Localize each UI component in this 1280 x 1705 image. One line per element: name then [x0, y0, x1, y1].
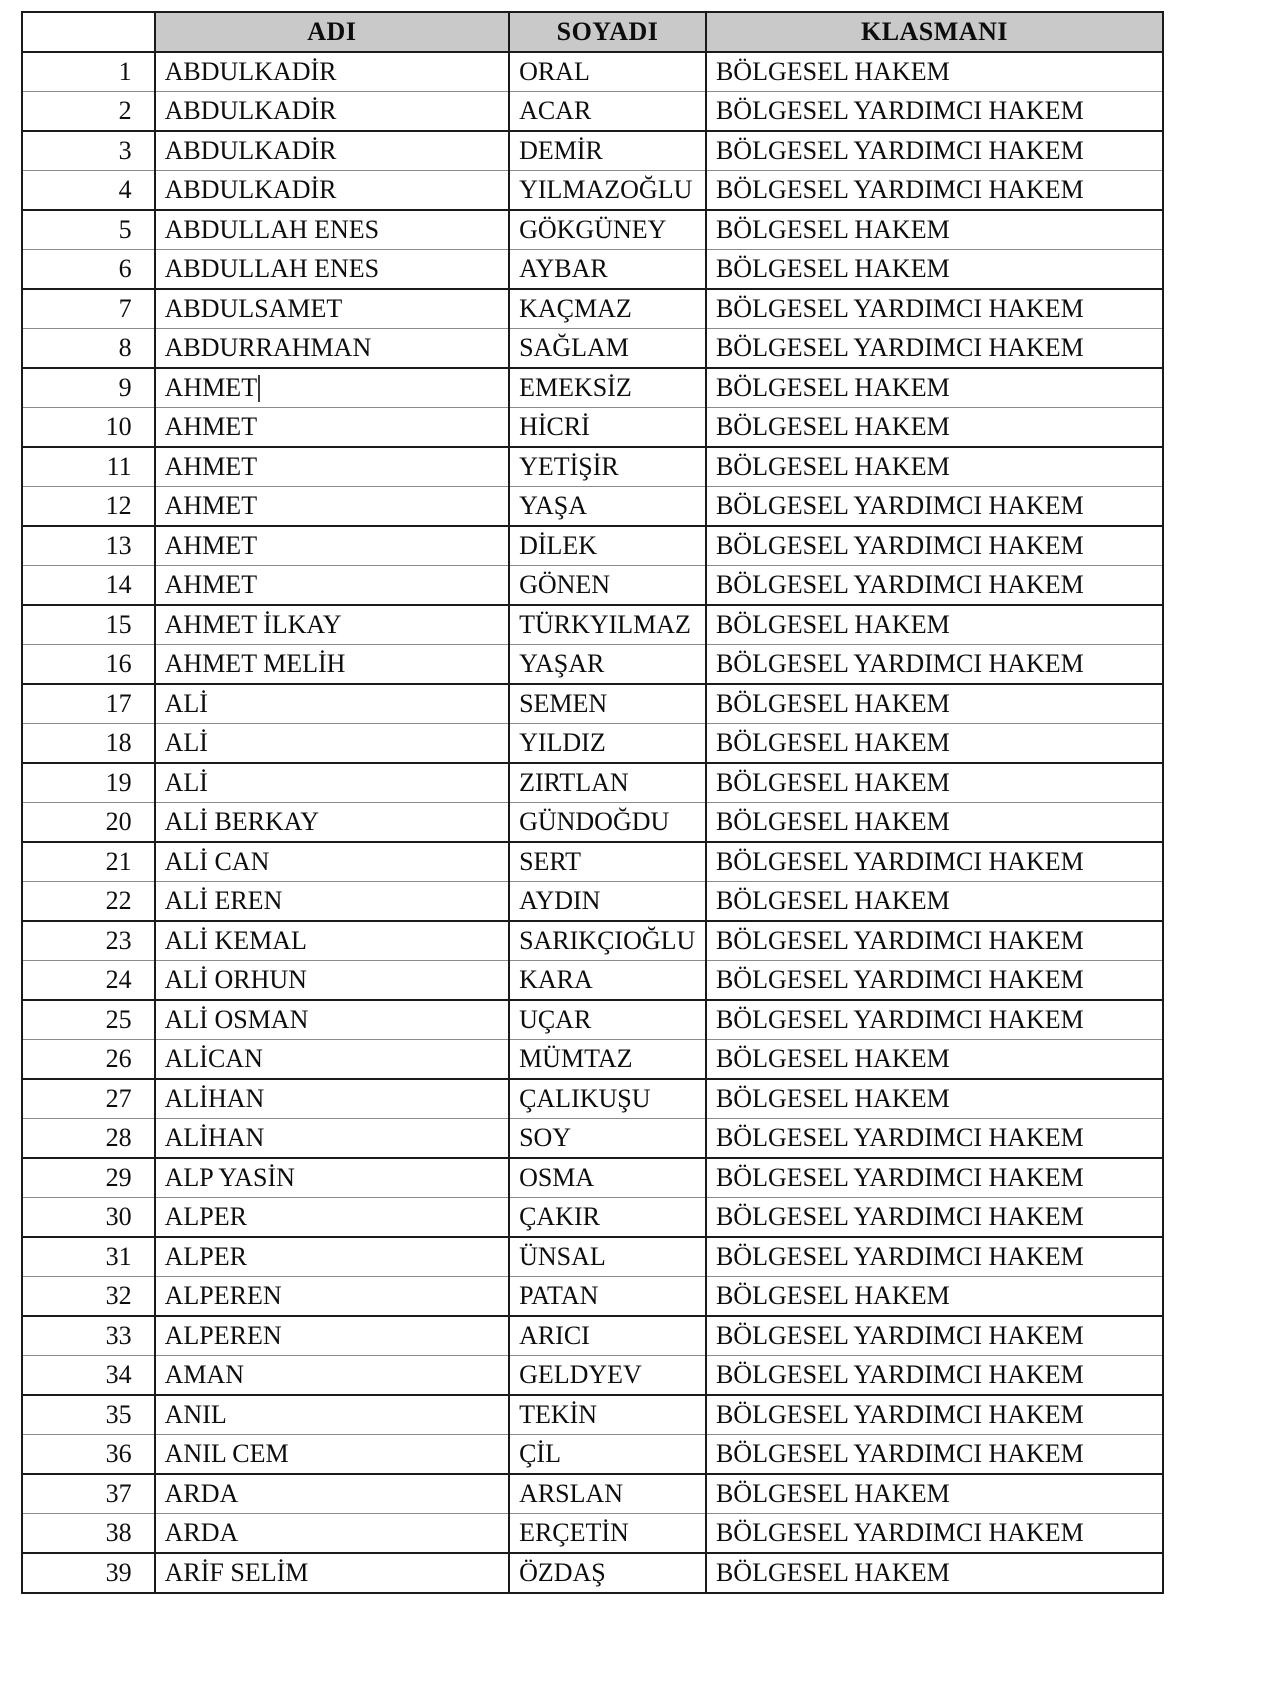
cell-classification[interactable]: BÖLGESEL YARDIMCI HAKEM — [706, 1198, 1163, 1238]
row-number: 11 — [22, 447, 155, 487]
cell-classification[interactable]: BÖLGESEL HAKEM — [706, 803, 1163, 843]
cell-last-name[interactable]: GÖKGÜNEY — [509, 210, 706, 250]
row-number: 2 — [22, 92, 155, 132]
cell-classification[interactable]: BÖLGESEL HAKEM — [706, 724, 1163, 764]
first-name-text: ANIL CEM — [164, 1439, 289, 1468]
cell-first-name[interactable] — [155, 131, 509, 171]
first-name-text: ABDULKADİR — [164, 57, 337, 86]
cell-first-name[interactable] — [155, 882, 509, 922]
table-row[interactable] — [22, 1040, 1163, 1080]
cell-first-name[interactable] — [155, 1119, 509, 1159]
cell-classification[interactable]: BÖLGESEL HAKEM — [706, 250, 1163, 290]
row-number: 28 — [22, 1119, 155, 1159]
cell-classification[interactable]: BÖLGESEL HAKEM — [706, 763, 1163, 803]
first-name-text: ANIL — [164, 1400, 227, 1429]
table-row[interactable] — [22, 1237, 1163, 1277]
cell-last-name[interactable]: AYDIN — [509, 882, 706, 922]
first-name-text: ALİ KEMAL — [164, 926, 307, 955]
cell-last-name[interactable]: ACAR — [509, 92, 706, 132]
table-row[interactable] — [22, 842, 1163, 882]
cell-first-name[interactable] — [155, 842, 509, 882]
table-row[interactable] — [22, 1395, 1163, 1435]
table-row[interactable] — [22, 1277, 1163, 1317]
cell-first-name[interactable] — [155, 1553, 509, 1593]
row-number: 37 — [22, 1474, 155, 1514]
row-number: 35 — [22, 1395, 155, 1435]
first-name-text: ABDULKADİR — [164, 136, 337, 165]
table-row[interactable] — [22, 605, 1163, 645]
cell-classification[interactable]: BÖLGESEL HAKEM — [706, 52, 1163, 92]
cell-classification[interactable]: BÖLGESEL YARDIMCI HAKEM — [706, 645, 1163, 685]
cell-classification[interactable]: BÖLGESEL YARDIMCI HAKEM — [706, 526, 1163, 566]
table-row[interactable] — [22, 52, 1163, 92]
first-name-text: ABDULSAMET — [164, 294, 343, 323]
table-body — [22, 52, 1163, 1593]
cell-classification[interactable]: BÖLGESEL HAKEM — [706, 1079, 1163, 1119]
first-name-text: ABDULKADİR — [164, 96, 337, 125]
cell-last-name[interactable]: TÜRKYILMAZ — [509, 605, 706, 645]
first-name-text: ARDA — [164, 1479, 239, 1508]
table-row[interactable] — [22, 250, 1163, 290]
first-name-text: ALİHAN — [164, 1123, 265, 1152]
cell-classification[interactable]: BÖLGESEL HAKEM — [706, 1474, 1163, 1514]
cell-first-name[interactable] — [155, 1040, 509, 1080]
cell-classification[interactable]: BÖLGESEL YARDIMCI HAKEM — [706, 1237, 1163, 1277]
cell-last-name[interactable]: YETİŞİR — [509, 447, 706, 487]
first-name-text: AHMET MELİH — [164, 649, 346, 678]
first-name-text: ALİCAN — [164, 1044, 263, 1073]
first-name-text: AMAN — [164, 1360, 245, 1389]
cell-classification[interactable]: BÖLGESEL HAKEM — [706, 1277, 1163, 1317]
cell-last-name[interactable]: ARICI — [509, 1316, 706, 1356]
row-number: 33 — [22, 1316, 155, 1356]
cell-last-name[interactable]: ZIRTLAN — [509, 763, 706, 803]
cell-classification[interactable]: BÖLGESEL HAKEM — [706, 447, 1163, 487]
table-row[interactable] — [22, 882, 1163, 922]
cell-last-name[interactable]: ERÇETİN — [509, 1514, 706, 1554]
cell-classification[interactable]: BÖLGESEL HAKEM — [706, 368, 1163, 408]
cell-classification[interactable]: BÖLGESEL HAKEM — [706, 1553, 1163, 1593]
cell-first-name[interactable] — [155, 1198, 509, 1238]
table-header — [22, 12, 1163, 52]
cell-classification[interactable]: BÖLGESEL YARDIMCI HAKEM — [706, 1119, 1163, 1159]
row-number: 14 — [22, 566, 155, 606]
cell-first-name[interactable] — [155, 250, 509, 290]
cell-last-name[interactable]: ARSLAN — [509, 1474, 706, 1514]
first-name-text: ALİ OSMAN — [164, 1005, 309, 1034]
row-number: 23 — [22, 921, 155, 961]
table-row[interactable] — [22, 961, 1163, 1001]
cell-classification[interactable]: BÖLGESEL YARDIMCI HAKEM — [706, 1395, 1163, 1435]
first-name-text: ALİ — [164, 689, 208, 718]
cell-last-name[interactable]: SEMEN — [509, 684, 706, 724]
row-number: 24 — [22, 961, 155, 1001]
table-row[interactable] — [22, 645, 1163, 685]
cell-first-name[interactable] — [155, 566, 509, 606]
column-header-soyadi: SOYADI — [509, 12, 706, 52]
table-row[interactable] — [22, 566, 1163, 606]
first-name-text: ALİ EREN — [164, 886, 283, 915]
cell-first-name[interactable] — [155, 408, 509, 448]
cell-classification[interactable]: BÖLGESEL YARDIMCI HAKEM — [706, 961, 1163, 1001]
cell-first-name[interactable] — [155, 724, 509, 764]
cell-classification[interactable]: BÖLGESEL HAKEM — [706, 408, 1163, 448]
table-header-row — [22, 12, 1163, 52]
cell-last-name[interactable]: ÇAKIR — [509, 1198, 706, 1238]
row-number: 6 — [22, 250, 155, 290]
first-name-text: ABDULKADİR — [164, 175, 337, 204]
cell-first-name[interactable] — [155, 1395, 509, 1435]
first-name-text: ALİ ORHUN — [164, 965, 307, 994]
row-number: 12 — [22, 487, 155, 527]
cell-last-name[interactable]: GÖNEN — [509, 566, 706, 606]
cell-first-name[interactable] — [155, 92, 509, 132]
cell-first-name[interactable] — [155, 803, 509, 843]
column-header-no — [22, 12, 155, 52]
row-number: 30 — [22, 1198, 155, 1238]
cell-last-name[interactable]: YAŞA — [509, 487, 706, 527]
referee-list-table — [21, 11, 1164, 1594]
cell-last-name[interactable]: KARA — [509, 961, 706, 1001]
row-number: 36 — [22, 1435, 155, 1475]
row-number: 18 — [22, 724, 155, 764]
first-name-text: ARİF SELİM — [164, 1558, 309, 1587]
row-number: 39 — [22, 1553, 155, 1593]
row-number: 3 — [22, 131, 155, 171]
cell-classification[interactable]: BÖLGESEL YARDIMCI HAKEM — [706, 131, 1163, 171]
table-row[interactable] — [22, 487, 1163, 527]
cell-last-name[interactable]: MÜMTAZ — [509, 1040, 706, 1080]
row-number: 4 — [22, 171, 155, 211]
row-number: 7 — [22, 289, 155, 329]
cell-classification[interactable]: BÖLGESEL YARDIMCI HAKEM — [706, 566, 1163, 606]
row-number: 34 — [22, 1356, 155, 1396]
first-name-text: ABDURRAHMAN — [164, 333, 372, 362]
table-row[interactable] — [22, 131, 1163, 171]
cell-classification[interactable]: BÖLGESEL YARDIMCI HAKEM — [706, 289, 1163, 329]
text-cursor-caret — [258, 375, 260, 402]
cell-classification[interactable]: BÖLGESEL YARDIMCI HAKEM — [706, 329, 1163, 369]
cell-first-name[interactable] — [155, 1000, 509, 1040]
cell-first-name[interactable] — [155, 52, 509, 92]
row-number: 17 — [22, 684, 155, 724]
table-row[interactable] — [22, 1356, 1163, 1396]
row-number: 16 — [22, 645, 155, 685]
first-name-text: ABDULLAH ENES — [164, 254, 380, 283]
first-name-text: AHMET — [164, 570, 258, 599]
cell-last-name[interactable]: SOY — [509, 1119, 706, 1159]
table-row[interactable] — [22, 368, 1163, 408]
table-row[interactable] — [22, 1316, 1163, 1356]
cell-first-name[interactable] — [155, 921, 509, 961]
cell-last-name[interactable]: SARIKÇIOĞLU — [509, 921, 706, 961]
cell-first-name[interactable] — [155, 329, 509, 369]
first-name-text: ALİHAN — [164, 1084, 265, 1113]
column-header-klasmani: KLASMANI — [706, 12, 1163, 52]
row-number: 15 — [22, 605, 155, 645]
table-row[interactable] — [22, 526, 1163, 566]
cell-classification[interactable]: BÖLGESEL YARDIMCI HAKEM — [706, 1514, 1163, 1554]
cell-classification[interactable]: BÖLGESEL YARDIMCI HAKEM — [706, 487, 1163, 527]
cell-last-name[interactable]: PATAN — [509, 1277, 706, 1317]
row-number: 26 — [22, 1040, 155, 1080]
cell-first-name[interactable] — [155, 1514, 509, 1554]
cell-classification[interactable]: BÖLGESEL HAKEM — [706, 605, 1163, 645]
first-name-text: ARDA — [164, 1518, 239, 1547]
cell-first-name[interactable] — [155, 645, 509, 685]
cell-classification[interactable]: BÖLGESEL YARDIMCI HAKEM — [706, 1356, 1163, 1396]
table-row[interactable] — [22, 447, 1163, 487]
row-number: 10 — [22, 408, 155, 448]
table-row[interactable] — [22, 1553, 1163, 1593]
cell-last-name[interactable]: HİCRİ — [509, 408, 706, 448]
row-number: 32 — [22, 1277, 155, 1317]
cell-first-name[interactable] — [155, 1435, 509, 1475]
cell-classification[interactable]: BÖLGESEL YARDIMCI HAKEM — [706, 842, 1163, 882]
cell-last-name[interactable]: GÜNDOĞDU — [509, 803, 706, 843]
table-row[interactable] — [22, 1000, 1163, 1040]
first-name-text: ALİ — [164, 728, 208, 757]
table-row[interactable] — [22, 329, 1163, 369]
table-row[interactable] — [22, 1119, 1163, 1159]
row-number: 38 — [22, 1514, 155, 1554]
cell-first-name[interactable] — [155, 684, 509, 724]
first-name-text: AHMET İLKAY — [164, 610, 342, 639]
first-name-text: ALPER — [164, 1202, 247, 1231]
first-name-text: ALPEREN — [164, 1281, 282, 1310]
cell-first-name[interactable] — [155, 1158, 509, 1198]
cell-last-name[interactable]: AYBAR — [509, 250, 706, 290]
table-row[interactable] — [22, 724, 1163, 764]
cell-last-name[interactable]: SAĞLAM — [509, 329, 706, 369]
table-row[interactable] — [22, 171, 1163, 211]
cell-last-name[interactable]: YILMAZOĞLU — [509, 171, 706, 211]
cell-first-name[interactable] — [155, 171, 509, 211]
cell-classification[interactable]: BÖLGESEL YARDIMCI HAKEM — [706, 1316, 1163, 1356]
first-name-text: ALİ — [164, 768, 208, 797]
table-row[interactable] — [22, 684, 1163, 724]
cell-classification[interactable]: BÖLGESEL YARDIMCI HAKEM — [706, 921, 1163, 961]
cell-last-name[interactable]: YAŞAR — [509, 645, 706, 685]
table-row[interactable] — [22, 763, 1163, 803]
table-row[interactable] — [22, 1514, 1163, 1554]
table-row[interactable] — [22, 210, 1163, 250]
cell-classification[interactable]: BÖLGESEL HAKEM — [706, 1040, 1163, 1080]
table-row[interactable] — [22, 1435, 1163, 1475]
row-number: 22 — [22, 882, 155, 922]
table-row[interactable] — [22, 803, 1163, 843]
cell-last-name[interactable]: ÖZDAŞ — [509, 1553, 706, 1593]
row-number: 21 — [22, 842, 155, 882]
cell-classification[interactable]: BÖLGESEL HAKEM — [706, 882, 1163, 922]
cell-last-name[interactable]: EMEKSİZ — [509, 368, 706, 408]
cell-first-name[interactable] — [155, 961, 509, 1001]
cell-classification[interactable]: BÖLGESEL YARDIMCI HAKEM — [706, 171, 1163, 211]
first-name-text: ABDULLAH ENES — [164, 215, 380, 244]
cell-last-name[interactable]: DEMİR — [509, 131, 706, 171]
cell-first-name[interactable] — [155, 1237, 509, 1277]
cell-first-name[interactable] — [155, 1079, 509, 1119]
cell-classification[interactable]: BÖLGESEL HAKEM — [706, 684, 1163, 724]
cell-classification[interactable]: BÖLGESEL YARDIMCI HAKEM — [706, 1000, 1163, 1040]
table-row[interactable] — [22, 1474, 1163, 1514]
table-row[interactable] — [22, 921, 1163, 961]
cell-first-name[interactable] — [155, 763, 509, 803]
cell-last-name[interactable]: ORAL — [509, 52, 706, 92]
first-name-text: AHMET — [164, 452, 258, 481]
cell-last-name[interactable]: ÜNSAL — [509, 1237, 706, 1277]
cell-classification[interactable]: BÖLGESEL YARDIMCI HAKEM — [706, 1158, 1163, 1198]
table-row[interactable] — [22, 92, 1163, 132]
first-name-text: ALİ CAN — [164, 847, 270, 876]
cell-classification[interactable]: BÖLGESEL HAKEM — [706, 210, 1163, 250]
cell-first-name[interactable] — [155, 368, 509, 408]
cell-last-name[interactable]: SERT — [509, 842, 706, 882]
row-number: 8 — [22, 329, 155, 369]
table-row[interactable] — [22, 1198, 1163, 1238]
table-row[interactable] — [22, 289, 1163, 329]
column-header-adi: ADI — [155, 12, 509, 52]
first-name-text: AHMET — [164, 491, 258, 520]
cell-last-name[interactable]: TEKİN — [509, 1395, 706, 1435]
cell-classification[interactable]: BÖLGESEL YARDIMCI HAKEM — [706, 1435, 1163, 1475]
cell-first-name[interactable] — [155, 1474, 509, 1514]
row-number: 5 — [22, 210, 155, 250]
cell-first-name[interactable] — [155, 1356, 509, 1396]
row-number: 27 — [22, 1079, 155, 1119]
table-row[interactable] — [22, 1158, 1163, 1198]
cell-first-name[interactable] — [155, 289, 509, 329]
row-number: 25 — [22, 1000, 155, 1040]
first-name-text: ALP YASİN — [164, 1163, 295, 1192]
row-number: 31 — [22, 1237, 155, 1277]
cell-first-name[interactable] — [155, 1277, 509, 1317]
cell-classification[interactable]: BÖLGESEL YARDIMCI HAKEM — [706, 92, 1163, 132]
cell-first-name[interactable] — [155, 487, 509, 527]
table-row[interactable] — [22, 1079, 1163, 1119]
cell-last-name[interactable]: GELDYEV — [509, 1356, 706, 1396]
row-number: 19 — [22, 763, 155, 803]
cell-first-name[interactable] — [155, 526, 509, 566]
cell-last-name[interactable]: YILDIZ — [509, 724, 706, 764]
table-row[interactable] — [22, 408, 1163, 448]
cell-last-name[interactable]: ÇİL — [509, 1435, 706, 1475]
cell-last-name[interactable]: ÇALIKUŞU — [509, 1079, 706, 1119]
cell-first-name[interactable] — [155, 1316, 509, 1356]
cell-first-name[interactable] — [155, 210, 509, 250]
first-name-text: AHMET — [164, 373, 258, 402]
cell-last-name[interactable]: UÇAR — [509, 1000, 706, 1040]
first-name-text: ALPEREN — [164, 1321, 282, 1350]
cell-last-name[interactable]: DİLEK — [509, 526, 706, 566]
cell-last-name[interactable]: OSMA — [509, 1158, 706, 1198]
first-name-text: ALPER — [164, 1242, 247, 1271]
cell-last-name[interactable]: KAÇMAZ — [509, 289, 706, 329]
row-number: 20 — [22, 803, 155, 843]
first-name-text: AHMET — [164, 531, 258, 560]
cell-first-name[interactable] — [155, 605, 509, 645]
row-number: 1 — [22, 52, 155, 92]
row-number: 29 — [22, 1158, 155, 1198]
first-name-text: ALİ BERKAY — [164, 807, 319, 836]
first-name-text: AHMET — [164, 412, 258, 441]
cell-first-name[interactable] — [155, 447, 509, 487]
row-number: 13 — [22, 526, 155, 566]
row-number: 9 — [22, 368, 155, 408]
